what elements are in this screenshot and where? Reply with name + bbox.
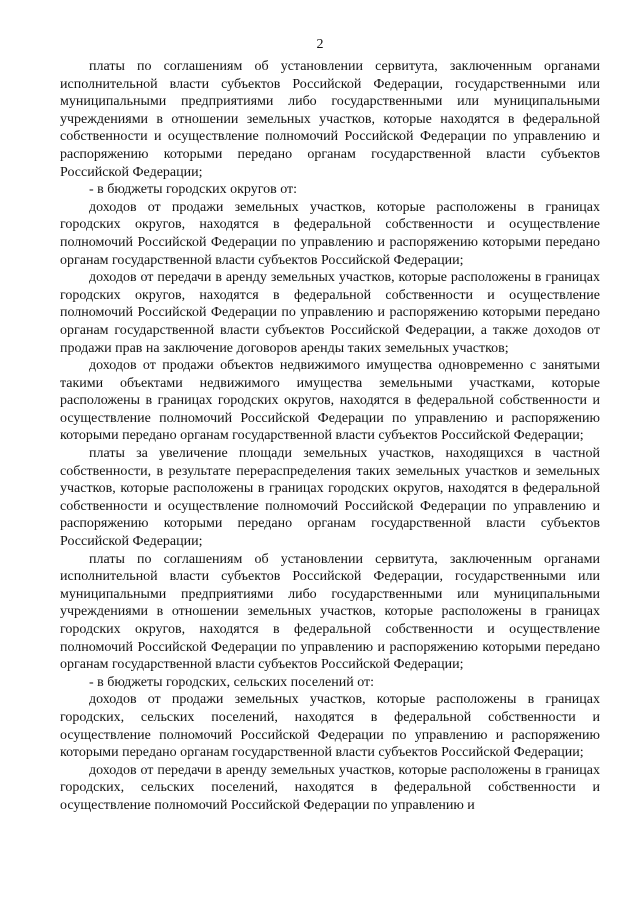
paragraph: - в бюджеты городских округов от:: [89, 182, 298, 198]
page-number: 2: [316, 37, 324, 52]
paragraph: доходов от продажи земельных участков, которые расположены в границах городских округов, находятся в федеральной собственности и осуществление полномочий Российской Федерации по управлению и распоряжению которыми передано органам государственной власти субъектов Российской Федерации;: [60, 199, 600, 268]
paragraph: доходов от передачи в аренду земельных участков, которые расположены в границах городских округов, находятся в федеральной собственности и осуществление полномочий Российской Федерации по управлению и распоряжению которыми передано органам государственной власти субъектов Российской Федерации, а также доходов от продажи прав на заключение договоров аренды таких земельных участков;: [60, 270, 600, 356]
paragraph: доходов от продажи земельных участков, которые расположены в границах городских, сельских поселений, находятся в федеральной собственности и осуществление полномочий Российской Федерации по управлению и распоряжению которыми передано органам государственной власти субъектов Российской Федерации;: [60, 692, 600, 761]
paragraph: платы по соглашениям об установлении сервитута, заключенным органами исполнительной власти субъектов Российской Федерации, государственными или муниципальными предприятиями либо государственными или муниципальными учреждениями в отношении земельных участков, которые находятся в федеральной собственности и осуществление полномочий Российской Федерации по управлению и распоряжению которыми передано органам государственной власти субъектов Российской Федерации;: [60, 59, 600, 180]
body-text: [60, 58, 600, 815]
paragraph: - в бюджеты городских, сельских поселений от:: [89, 674, 375, 690]
paragraph: платы за увеличение площади земельных участков, находящихся в частной собственности, в результате перераспределения таких земельных участков и земельных участков, которые расположены в границах городских округов, находятся в федеральной собственности и осуществление полномочий Российской Федерации по управлению и распоряжению которыми передано органам государственной власти субъектов Российской Федерации;: [60, 446, 600, 550]
paragraph: доходов от передачи в аренду земельных участков, которые расположены в границах городских, сельских поселений, находятся в федеральной собственности и осуществление полномочий Российской Федерации по управлению и: [60, 762, 600, 813]
paragraph: доходов от продажи объектов недвижимого имущества одновременно с занятыми такими объектами недвижимого имущества земельными участками, которые расположены в границах городских округов, находятся в федеральной собственности и осуществление полномочий Российской Федерации по управлению и распоряжению которыми передано органам государственной власти субъектов Российской Федерации;: [60, 358, 600, 444]
paragraph: платы по соглашениям об установлении сервитута, заключенным органами исполнительной власти субъектов Российской Федерации, государственными или муниципальными предприятиями либо государственными или муниципальными учреждениями в отношении земельных участков, которые расположены в границах городских округов, находятся в федеральной собственности и осуществление полномочий Российской Федерации по управлению и распоряжению которыми передано органам государственной власти субъектов Российской Федерации;: [60, 551, 600, 673]
